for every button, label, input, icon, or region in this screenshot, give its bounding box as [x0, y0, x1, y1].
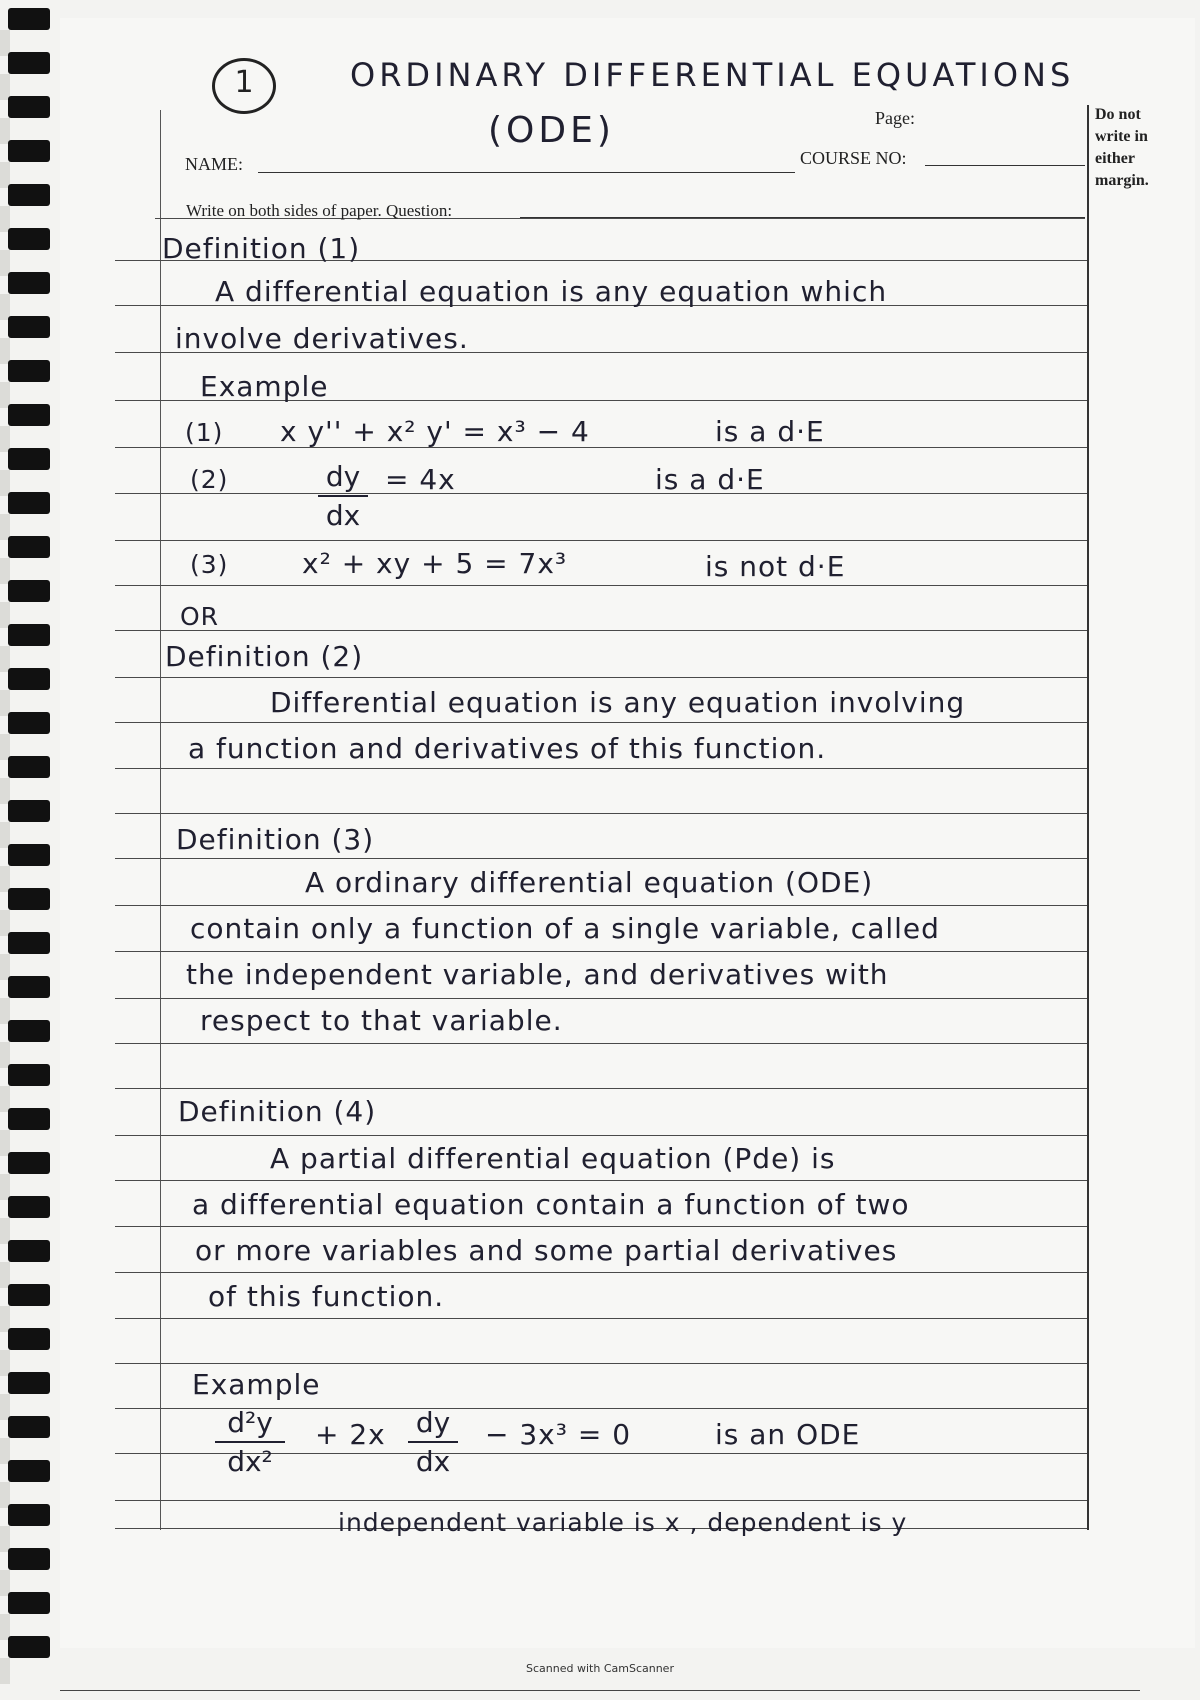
binding-ring [8, 1592, 50, 1614]
definition-2-heading: Definition (2) [165, 640, 364, 673]
ruled-line [115, 1500, 1087, 1501]
binding-ring [8, 228, 50, 250]
binding-ring [8, 8, 50, 30]
binding-ring [8, 1548, 50, 1570]
binding-ring [8, 1504, 50, 1526]
binding-ring [8, 712, 50, 734]
binding-ring [8, 316, 50, 338]
example-verdict: is an ODE [715, 1418, 861, 1451]
example-equation: = 4x [385, 463, 456, 496]
binding-ring [8, 1636, 50, 1658]
binding-ring [8, 360, 50, 382]
definition-3-heading: Definition (3) [176, 823, 375, 856]
ruled-line [115, 1363, 1087, 1364]
name-label: NAME: [185, 154, 243, 174]
example-2-heading: Example [192, 1368, 321, 1401]
ruled-line [115, 1226, 1087, 1227]
margin-note-line: Do not [1095, 106, 1141, 123]
ruled-line [115, 585, 1087, 586]
variable-note: independent variable is x , dependent is y [338, 1508, 908, 1537]
page-title: ORDINARY DIFFERENTIAL EQUATIONS [350, 56, 1075, 94]
example-item-number: (1) [185, 418, 224, 447]
example-equation: x² + xy + 5 = 7x³ [302, 547, 568, 580]
binding-ring [8, 404, 50, 426]
binding-ring [8, 976, 50, 998]
course-field-line [925, 165, 1085, 166]
definition-1-line: involve derivatives. [175, 322, 469, 355]
fraction-denominator: dx [325, 499, 361, 532]
binding-ring [8, 96, 50, 118]
definition-3-line: contain only a function of a single variable, called [190, 912, 940, 945]
binding-ring [8, 800, 50, 822]
binding-ring [8, 1020, 50, 1042]
example-term: − 3x³ = 0 [485, 1418, 632, 1451]
example-verdict: is not d·E [705, 550, 846, 583]
fraction-numerator: dy [415, 1406, 451, 1439]
example-1-heading: Example [200, 370, 329, 403]
ruled-line [115, 540, 1087, 541]
page-label: Page: [875, 108, 915, 128]
binding-ring [8, 1152, 50, 1174]
binding-ring [8, 1416, 50, 1438]
binding-ring [8, 844, 50, 866]
binding-ring [8, 1196, 50, 1218]
ruled-line [115, 1272, 1087, 1273]
binding-ring [8, 1328, 50, 1350]
binding-ring [8, 888, 50, 910]
ruled-line [115, 813, 1087, 814]
fraction-numerator: dy [325, 460, 361, 493]
question-field-line [520, 217, 1085, 218]
example-item-number: (2) [190, 465, 229, 494]
definition-3-line: the independent variable, and derivatives with [186, 958, 889, 991]
ruled-line [115, 1180, 1087, 1181]
binding-ring [8, 52, 50, 74]
binding-ring [8, 140, 50, 162]
binding-ring [8, 272, 50, 294]
definition-4-line: a differential equation contain a function of two [192, 1188, 910, 1221]
definition-2-line: Differential equation is any equation involving [270, 686, 966, 719]
fraction-denominator: dx² [227, 1445, 273, 1478]
ruled-line [115, 1088, 1087, 1089]
ruled-line [115, 722, 1087, 723]
definition-3-line: A ordinary differential equation (ODE) [305, 866, 874, 899]
derivative-fraction [318, 460, 368, 532]
ruled-line [115, 858, 1087, 859]
heading-number: 1 [234, 65, 254, 100]
right-margin-line [1087, 105, 1089, 1530]
ruled-line [115, 768, 1087, 769]
definition-4-line: of this function. [208, 1280, 445, 1313]
derivative-fraction [408, 1406, 458, 1478]
second-derivative-fraction [215, 1406, 285, 1478]
binding-ring [8, 448, 50, 470]
binding-ring [8, 932, 50, 954]
scanner-watermark: Scanned with CamScanner [526, 1662, 674, 1675]
ruled-line [115, 677, 1087, 678]
ruled-line [115, 998, 1087, 999]
definition-2-line: a function and derivatives of this function. [188, 732, 827, 765]
left-margin-line [160, 110, 161, 1530]
fraction-numerator: d²y [227, 1406, 273, 1439]
definition-1-heading: Definition (1) [162, 232, 361, 265]
page-number-circle [212, 58, 276, 114]
question-instruction: Write on both sides of paper. Question: [186, 201, 453, 220]
binding-ring [8, 1240, 50, 1262]
margin-note-line: write in [1095, 128, 1148, 145]
binding-ring [8, 184, 50, 206]
or-label: OR [180, 602, 220, 631]
footer-rule [60, 1690, 1140, 1691]
binding-ring [8, 1284, 50, 1306]
fraction-denominator: dx [415, 1445, 451, 1478]
margin-note [1095, 104, 1149, 192]
example-verdict: is a d·E [715, 415, 825, 448]
binding-ring [8, 1372, 50, 1394]
margin-note-line: either [1095, 150, 1135, 167]
margin-note-line: margin. [1095, 172, 1149, 189]
definition-4-line: or more variables and some partial derivatives [195, 1234, 898, 1267]
binding-ring [8, 1064, 50, 1086]
definition-3-line: respect to that variable. [200, 1004, 563, 1037]
example-verdict: is a d·E [655, 463, 765, 496]
ruled-line [115, 447, 1087, 448]
ruled-line [115, 1135, 1087, 1136]
binding-ring [8, 756, 50, 778]
binding-ring [8, 492, 50, 514]
page-subtitle: (ODE) [488, 110, 615, 151]
course-label: COURSE NO: [800, 148, 907, 168]
example-item-number: (3) [190, 550, 229, 579]
ruled-line [115, 1043, 1087, 1044]
example-equation: x y'' + x² y' = x³ − 4 [280, 415, 590, 448]
binding-ring [8, 1108, 50, 1130]
ruled-line [115, 905, 1087, 906]
definition-4-heading: Definition (4) [178, 1095, 377, 1128]
ruled-line [115, 493, 1087, 494]
binding-ring [8, 580, 50, 602]
binding-ring [8, 624, 50, 646]
definition-4-line: A partial differential equation (Pde) is [270, 1142, 836, 1175]
binding-ring [8, 1460, 50, 1482]
ruled-line [115, 1318, 1087, 1319]
binding-ring [8, 536, 50, 558]
example-term: + 2x [315, 1418, 386, 1451]
ruled-line [115, 951, 1087, 952]
ruled-line [115, 630, 1087, 631]
name-field-line [258, 172, 795, 173]
binding-ring [8, 668, 50, 690]
definition-1-line: A differential equation is any equation which [215, 275, 888, 308]
